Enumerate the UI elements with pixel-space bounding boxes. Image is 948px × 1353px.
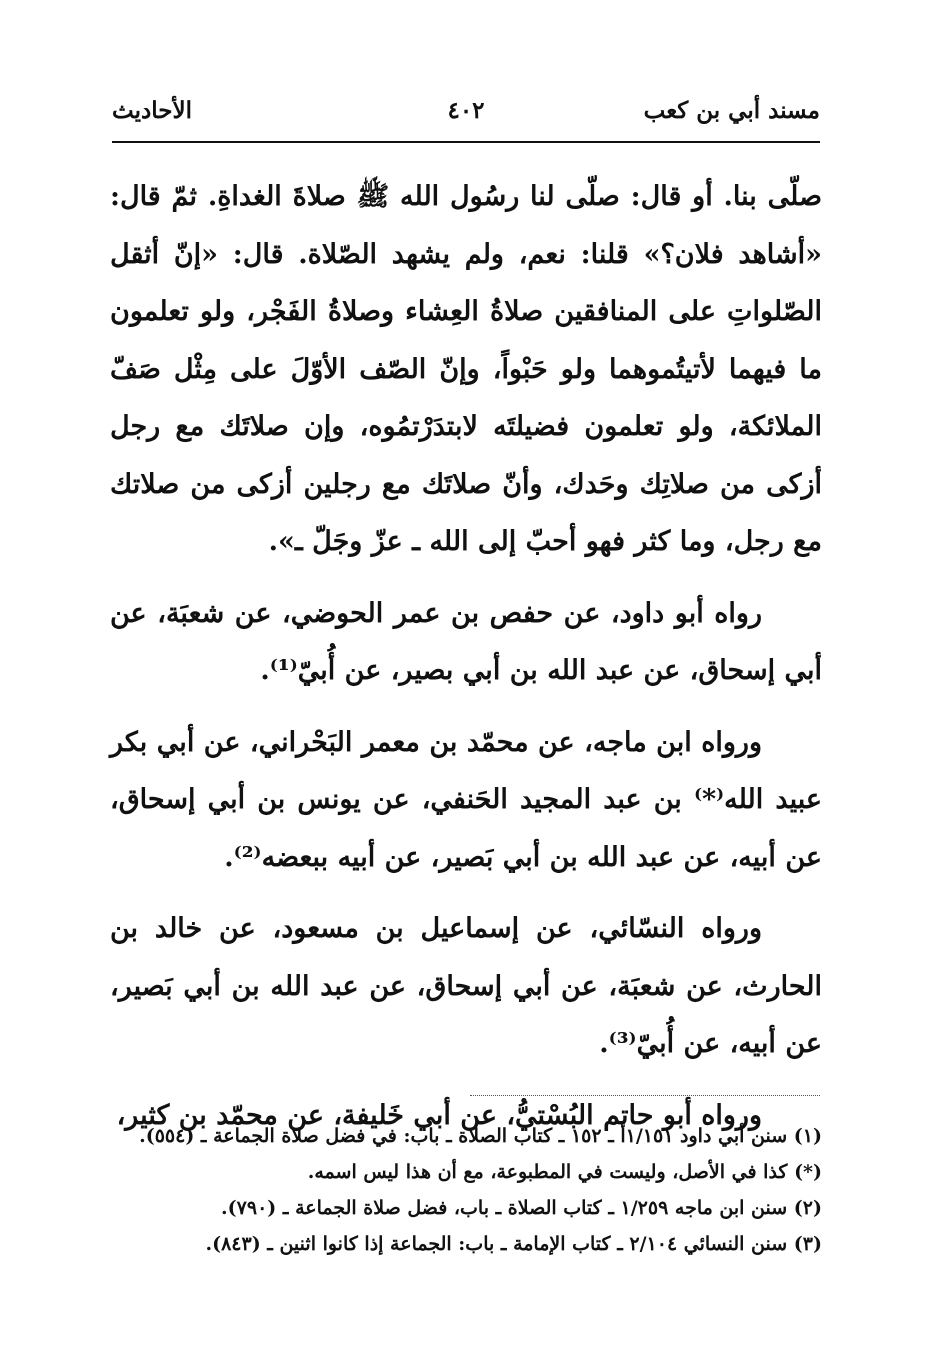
- book-title: مسند أبي بن كعب: [643, 97, 820, 124]
- narration-abu-hatim: ورواه أبو حاتم البُسْتيُّ، عن أبي خَليفة، عن محمّد بن كثير،: [116, 1099, 762, 1131]
- page-number: ٤٠٢: [447, 97, 485, 124]
- main-text: [110, 168, 822, 1158]
- page-header: [112, 93, 820, 133]
- header-divider: [112, 141, 820, 143]
- footnote-3: (٣) سنن النسائي ٢/١٠٤ ـ كتاب الإمامة ـ باب: الجماعة إذا كانوا اثنين ـ (٨٤٣).: [205, 1233, 822, 1255]
- section-title: الأحاديث: [112, 97, 192, 124]
- footnote-2: (٢) سنن ابن ماجه ١/٢٥٩ ـ كتاب الصلاة ـ باب، فضل صلاة الجماعة ـ (٧٩٠).: [221, 1197, 822, 1219]
- footnote-star: (*) كذا في الأصل، وليست في المطبوعة، مع أن هذا ليس اسمه.: [307, 1161, 822, 1183]
- narration-ibn-majah: ورواه ابن ماجه، عن محمّد بن معمر البَحْراني، عن أبي بكر عبيد الله⁽*⁾ بن عبد المجيد الحَنفي، عن يونس بن أبي إسحاق، عن أبيه، عن عبد الله بن أبي بَصير، عن أبيه ببعضه⁽²⁾.: [110, 726, 822, 873]
- footnotes: [110, 1118, 822, 1262]
- footnote-1: (١) سنن أبي داود ١/١٥١أ ـ ١٥٢ ـ كتاب الصلاة ـ باب: في فضل صلاة الجماعة ـ (٥٥٤).: [139, 1125, 822, 1147]
- hadith-text-paragraph: صلّى بنا. أو قال: صلّى لنا رسُول الله ﷺ صلاةَ الغداةِ. ثمّ قال: «أشاهد فلان؟» قلنا: نعم، ولم يشهد الصّلاة. قال: «إنّ أثقل الصّلواتِ على المنافقين صلاةُ العِشاء وصلاةُ الفَجْر، ولو تعلمون ما فيهما لأتيتُموهما ولو حَبْواً، وإنّ الصّف الأوّلَ على مِثْل صَفّ الملائكة، ولو تعلمون فضيلتَه لابتدَرْتمُوه، وإن صلاتَك مع رجل أزكى من صلاتِك وحَدك، وأنّ صلاتَك مع رجلين أزكى من صلاتك مع رجل، وما كثر فهو أحبّ إلى الله ـ عزّ وجَلّ ـ».: [110, 181, 822, 557]
- footnote-divider: [470, 1095, 820, 1096]
- narration-abu-dawud: رواه أبو داود، عن حفص بن عمر الحوضي، عن شعبَة، عن أبي إسحاق، عن عبد الله بن أبي بصير، عن أُبيّ⁽¹⁾.: [110, 597, 822, 686]
- narration-nasai: ورواه النسّائي، عن إسماعيل بن مسعود، عن خالد بن الحارث، عن شعبَة، عن أبي إسحاق، عن عبد الله بن أبي بَصير، عن أبيه، عن أُبيّ⁽³⁾.: [110, 913, 822, 1059]
